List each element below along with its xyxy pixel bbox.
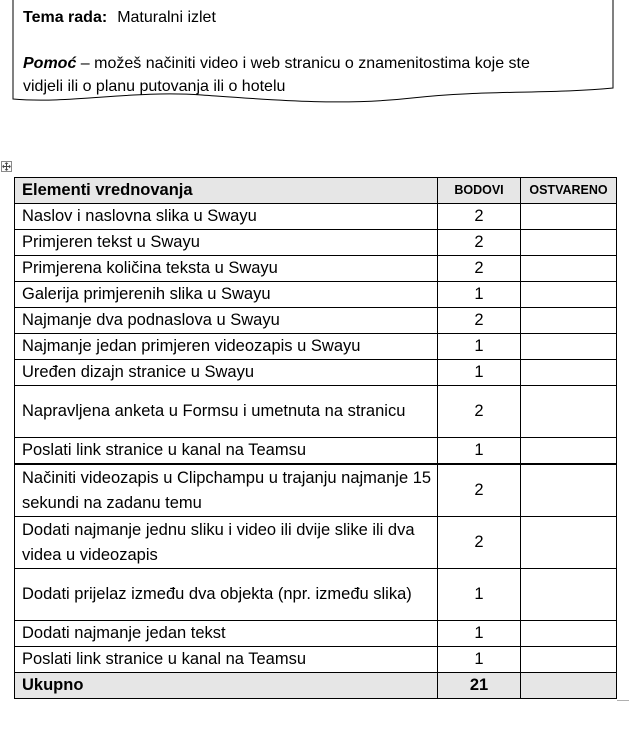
grading-table[interactable] <box>14 177 617 699</box>
criterion-cell[interactable]: Poslati link stranice u kanal na Teamsu <box>15 438 438 465</box>
achieved-cell[interactable] <box>521 647 617 673</box>
table-row <box>15 464 617 517</box>
help-text-first-line: – možeš načiniti video i web stranicu o znamenitostima koje ste <box>76 55 530 72</box>
header-elements[interactable]: Elementi vrednovanja <box>15 178 438 204</box>
points-cell[interactable]: 1 <box>438 360 521 386</box>
table-row <box>15 256 617 282</box>
criterion-cell[interactable]: Poslati link stranice u kanal na Teamsu <box>15 647 438 673</box>
points-cell[interactable]: 1 <box>438 334 521 360</box>
topic-line <box>23 7 216 29</box>
table-row <box>15 230 617 256</box>
criterion-cell[interactable]: Uređen dizajn stranice u Swayu <box>15 360 438 386</box>
achieved-cell[interactable] <box>521 438 617 465</box>
achieved-cell[interactable] <box>521 386 617 438</box>
table-row <box>15 386 617 438</box>
total-achieved-cell[interactable] <box>521 673 617 699</box>
total-points[interactable]: 21 <box>438 673 521 699</box>
table-row <box>15 308 617 334</box>
table-row <box>15 334 617 360</box>
help-line <box>23 53 530 75</box>
criterion-cell[interactable]: Dodati prijelaz između dva objekta (npr. između slika) <box>15 569 438 621</box>
achieved-cell[interactable] <box>521 204 617 230</box>
table-row <box>15 360 617 386</box>
points-cell[interactable]: 1 <box>438 569 521 621</box>
table-resize-handle[interactable] <box>617 700 629 701</box>
achieved-cell[interactable] <box>521 569 617 621</box>
criterion-cell[interactable]: Dodati najmanje jednu sliku i video ili dvije slike ili dva videa u videozapis <box>15 517 438 569</box>
achieved-cell[interactable] <box>521 256 617 282</box>
achieved-cell[interactable] <box>521 282 617 308</box>
topic-value: Maturalni izlet <box>117 9 216 26</box>
points-cell[interactable]: 1 <box>438 621 521 647</box>
help-label: Pomoć <box>23 55 77 72</box>
points-cell[interactable]: 2 <box>438 204 521 230</box>
criterion-cell[interactable]: Napravljena anketa u Formsu i umetnuta na stranicu <box>15 386 438 438</box>
table-row <box>15 517 617 569</box>
achieved-cell[interactable] <box>521 334 617 360</box>
criterion-cell[interactable]: Naslov i naslovna slika u Swayu <box>15 204 438 230</box>
header-achieved[interactable]: OSTVARENO <box>521 178 617 204</box>
table-move-handle-icon[interactable] <box>1 159 12 170</box>
achieved-cell[interactable] <box>521 360 617 386</box>
total-label[interactable]: Ukupno <box>15 673 438 699</box>
points-cell[interactable]: 2 <box>438 517 521 569</box>
points-cell[interactable]: 2 <box>438 256 521 282</box>
achieved-cell[interactable] <box>521 464 617 517</box>
points-cell[interactable]: 1 <box>438 647 521 673</box>
achieved-cell[interactable] <box>521 230 617 256</box>
help-line-continued <box>23 76 285 98</box>
table-row <box>15 621 617 647</box>
table-row <box>15 438 617 465</box>
criterion-cell[interactable]: Primjerena količina teksta u Swayu <box>15 256 438 282</box>
points-cell[interactable]: 2 <box>438 308 521 334</box>
table-row <box>15 204 617 230</box>
points-cell[interactable]: 2 <box>438 230 521 256</box>
criterion-cell[interactable]: Najmanje jedan primjeren videozapis u Swayu <box>15 334 438 360</box>
criterion-cell[interactable]: Načiniti videozapis u Clipchampu u trajanju najmanje 15 sekundi na zadanu temu <box>15 464 438 517</box>
achieved-cell[interactable] <box>521 308 617 334</box>
achieved-cell[interactable] <box>521 517 617 569</box>
table-row <box>15 647 617 673</box>
total-row <box>15 673 617 699</box>
help-text-second-line: vidjeli ili o planu putovanja ili o hotelu <box>23 78 286 95</box>
criterion-cell[interactable]: Primjeren tekst u Swayu <box>15 230 438 256</box>
header-points[interactable]: BODOVI <box>438 178 521 204</box>
criterion-cell[interactable]: Galerija primjerenih slika u Swayu <box>15 282 438 308</box>
points-cell[interactable]: 1 <box>438 282 521 308</box>
criterion-cell[interactable]: Najmanje dva podnaslova u Swayu <box>15 308 438 334</box>
achieved-cell[interactable] <box>521 621 617 647</box>
table-header-row <box>15 178 617 204</box>
topic-text-box[interactable] <box>12 0 614 104</box>
topic-label: Tema rada: <box>23 9 108 26</box>
table-row <box>15 569 617 621</box>
points-cell[interactable]: 1 <box>438 438 521 465</box>
points-cell[interactable]: 2 <box>438 386 521 438</box>
criterion-cell[interactable]: Dodati najmanje jedan tekst <box>15 621 438 647</box>
table-row <box>15 282 617 308</box>
points-cell[interactable]: 2 <box>438 464 521 517</box>
